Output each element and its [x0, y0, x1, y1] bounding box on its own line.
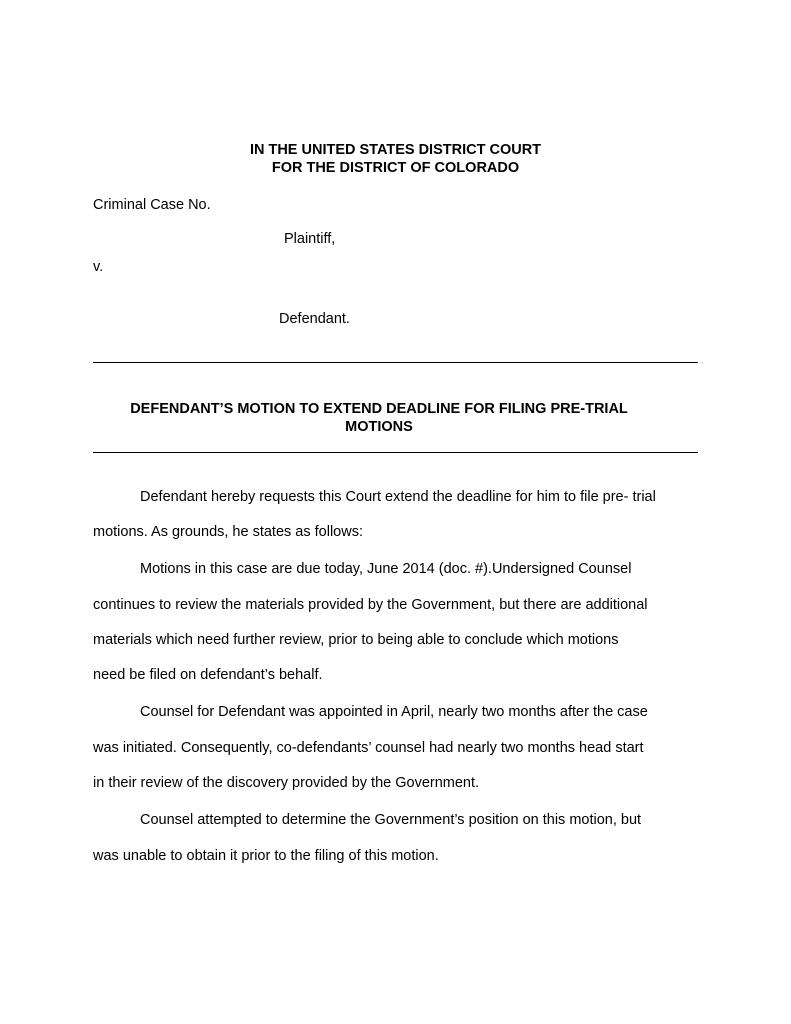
body-line-9: in their review of the discovery provided by the Government. — [93, 775, 480, 791]
body-line-1: Defendant hereby requests this Court extend the deadline for him to file pre- trial — [140, 489, 656, 505]
versus-label: v. — [93, 259, 104, 275]
defendant-label: Defendant. — [279, 311, 350, 327]
body-line-5: materials which need further review, prior to being able to conclude which motions — [93, 632, 619, 648]
plaintiff-label: Plaintiff, — [284, 231, 336, 247]
motion-title-line-1: DEFENDANT’S MOTION TO EXTEND DEADLINE FOR FILING PRE-TRIAL — [130, 401, 628, 417]
body-line-2: motions. As grounds, he states as follows: — [93, 524, 363, 540]
body-line-10: Counsel attempted to determine the Government’s position on this motion, but — [140, 812, 642, 828]
body-line-7: Counsel for Defendant was appointed in April, nearly two months after the case — [140, 704, 648, 720]
caption-divider-bottom — [93, 452, 698, 453]
body-line-4: continues to review the materials provided by the Government, but there are additional — [93, 597, 648, 613]
caption-divider-top — [93, 362, 698, 363]
case-number-label: Criminal Case No. — [93, 197, 211, 213]
court-name-line-2: FOR THE DISTRICT OF COLORADO — [271, 160, 520, 176]
motion-title-line-2: MOTIONS — [345, 419, 413, 435]
body-line-8: was initiated. Consequently, co-defendants’ counsel had nearly two months head start — [93, 740, 644, 756]
body-line-6: need be filed on defendant’s behalf. — [93, 667, 323, 683]
body-line-3: Motions in this case are due today, June 2014 (doc. #).Undersigned Counsel — [140, 561, 632, 577]
body-line-11: was unable to obtain it prior to the filing of this motion. — [93, 848, 439, 864]
court-name-line-1: IN THE UNITED STATES DISTRICT COURT — [249, 142, 542, 158]
